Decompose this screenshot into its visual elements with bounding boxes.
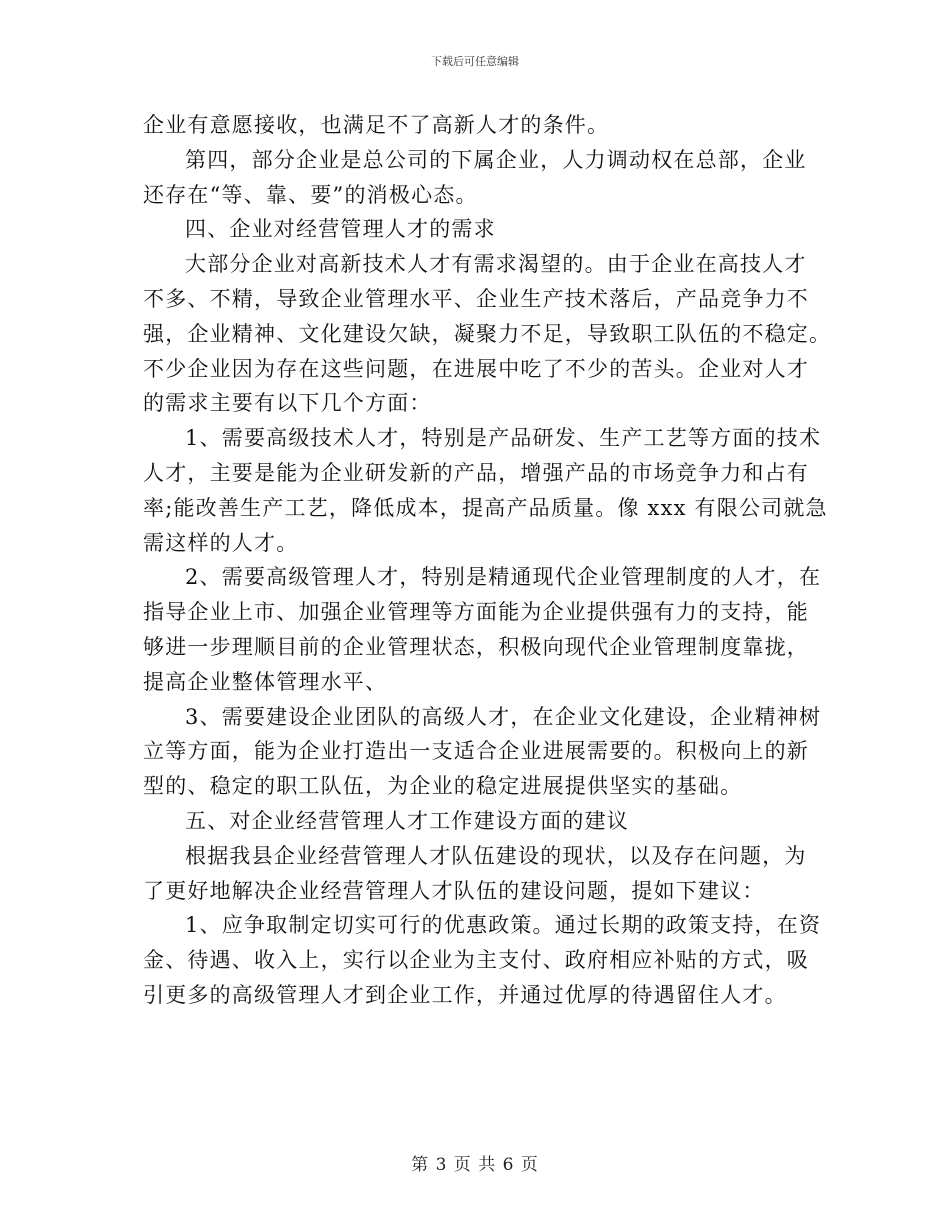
text-line: 需这样的人才。 (143, 530, 299, 555)
text-line: 型的、稳定的职工队伍，为企业的稳定进展提供坚实的基础。 (143, 774, 743, 799)
text-line: 人才，主要是能为企业研发新的产品，增强产品的市场竞争力和占有 (143, 460, 809, 485)
text-line: 2、需要高级管理人才，特别是精通现代企业管理制度的人才，在 (185, 565, 822, 590)
text-line: 还存在“等、靠、要”的消极心态。 (143, 182, 478, 207)
text-line: 不多、不精，导致企业管理水平、企业生产技术落后，产品竞争力不 (143, 286, 809, 311)
text-line: 不少企业因为存在这些问题，在进展中吃了不少的苦头。企业对人才 (143, 356, 809, 381)
page-number: 第 3 页 共 6 页 (411, 1155, 539, 1175)
text-line: 提高企业整体管理水平、 (143, 669, 388, 694)
text-line: 3、需要建设企业团队的高级人才，在企业文化建设，企业精神树 (185, 704, 822, 729)
text-line: 大部分企业对高新技术人才有需求渴望的。由于企业在高技人才 (185, 252, 807, 277)
text-line: 的需求主要有以下几个方面： (143, 391, 432, 416)
text-line: 根据我县企业经营管理人才队伍建设的现状，以及存在问题，为 (185, 843, 807, 868)
text-line: 四、企业对经营管理人才的需求 (185, 217, 496, 242)
text-line: 引更多的高级管理人才到企业工作，并通过优厚的待遇留住人才。 (143, 982, 787, 1007)
page-header: 下载后可任意编辑 (431, 55, 519, 68)
text-line: 了更好地解决企业经营管理人才队伍的建设问题，提如下建议： (143, 878, 765, 903)
text-line: 立等方面，能为企业打造出一支适合企业进展需要的。积极向上的新 (143, 739, 809, 764)
text-line: 指导企业上市、加强企业管理等方面能为企业提供强有力的支持，能 (143, 600, 809, 625)
text-line: 第四，部分企业是总公司的下属企业，人力调动权在总部，企业 (185, 147, 807, 172)
text-line: 1、需要高级技术人才，特别是产品研发、生产工艺等方面的技术 (185, 426, 822, 451)
text-line: 五、对企业经营管理人才工作建设方面的建议 (185, 808, 629, 833)
text-line: 金、待遇、收入上，实行以企业为主支付、政府相应补贴的方式，吸 (143, 948, 809, 973)
text-line: 强，企业精神、文化建设欠缺，凝聚力不足，导致职工队伍的不稳定。 (143, 321, 832, 346)
text-line: 企业有意愿接收，也满足不了高新人才的条件。 (143, 113, 610, 137)
text-line: 1、应争取制定切实可行的优惠政策。通过长期的政策支持，在资 (185, 913, 822, 938)
document-body (143, 108, 832, 1013)
text-line: 够进一步理顺目前的企业管理状态，积极向现代企业管理制度靠拢， (143, 634, 809, 659)
text-line: 率;能改善生产工艺，降低成本，提高产品质量。像 xxx 有限公司就急 (143, 495, 828, 520)
